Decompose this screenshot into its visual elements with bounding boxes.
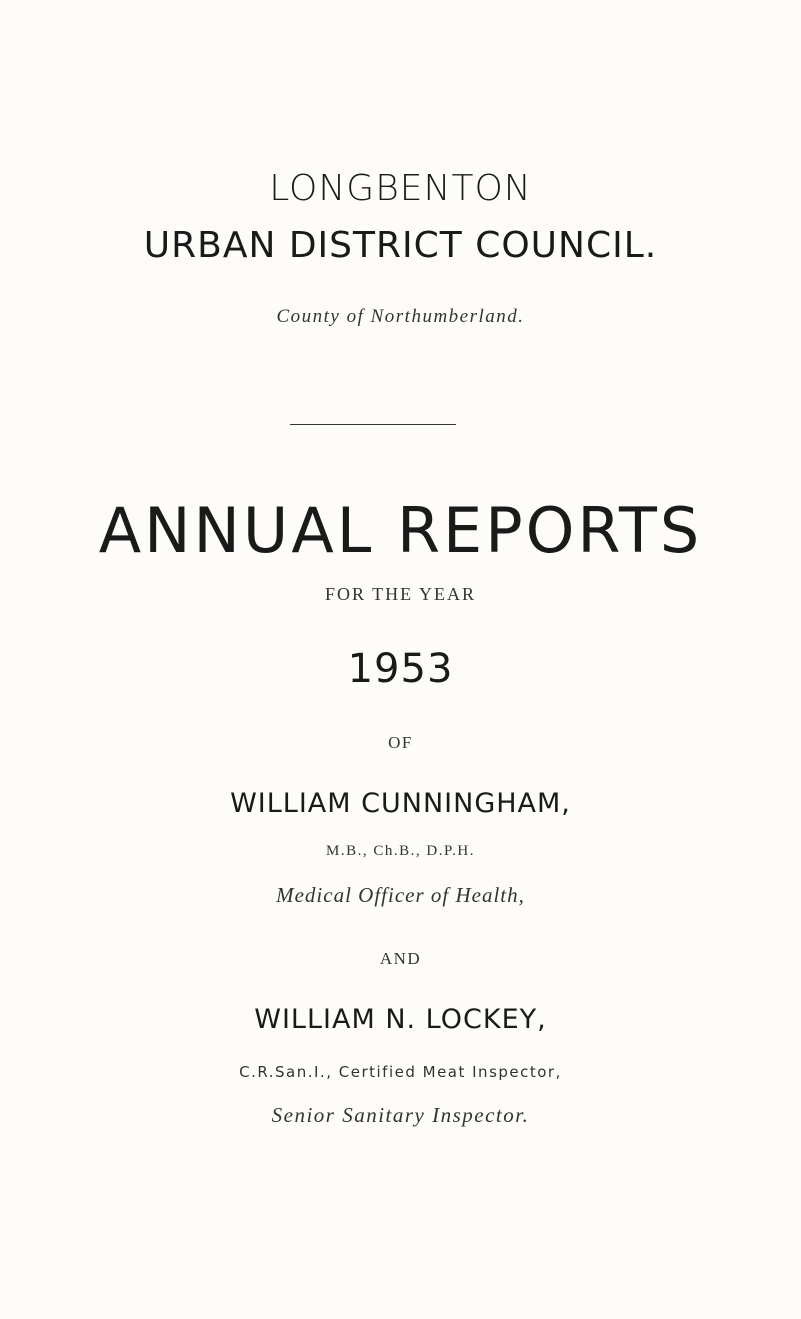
for-the-year-label: FOR THE YEAR [324,584,476,604]
county-line: County of Northumberland. [276,306,525,327]
author-role-sanitary-inspector: Senior Sanitary Inspector. [271,1103,530,1127]
and-label: AND [379,949,422,968]
author-role-medical-officer: Medical Officer of Health, [276,883,525,907]
author-qualifications-medical-officer: M.B., Ch.B., D.P.H. [326,843,475,859]
of-label: OF [388,733,413,752]
report-title: ANNUAL REPORTS [98,494,703,567]
council-name: LONGBENTON [269,168,532,209]
author-name-medical-officer: WILLIAM CUNNINGHAM, [230,788,571,819]
council-type: URBAN DISTRICT COUNCIL. [143,225,658,266]
report-year: 1953 [347,646,454,692]
title-divider [290,424,456,425]
author-name-sanitary-inspector: WILLIAM N. LOCKEY, [254,1004,547,1035]
author-qualifications-sanitary-inspector: C.R.San.I., Certified Meat Inspector, [239,1063,562,1081]
